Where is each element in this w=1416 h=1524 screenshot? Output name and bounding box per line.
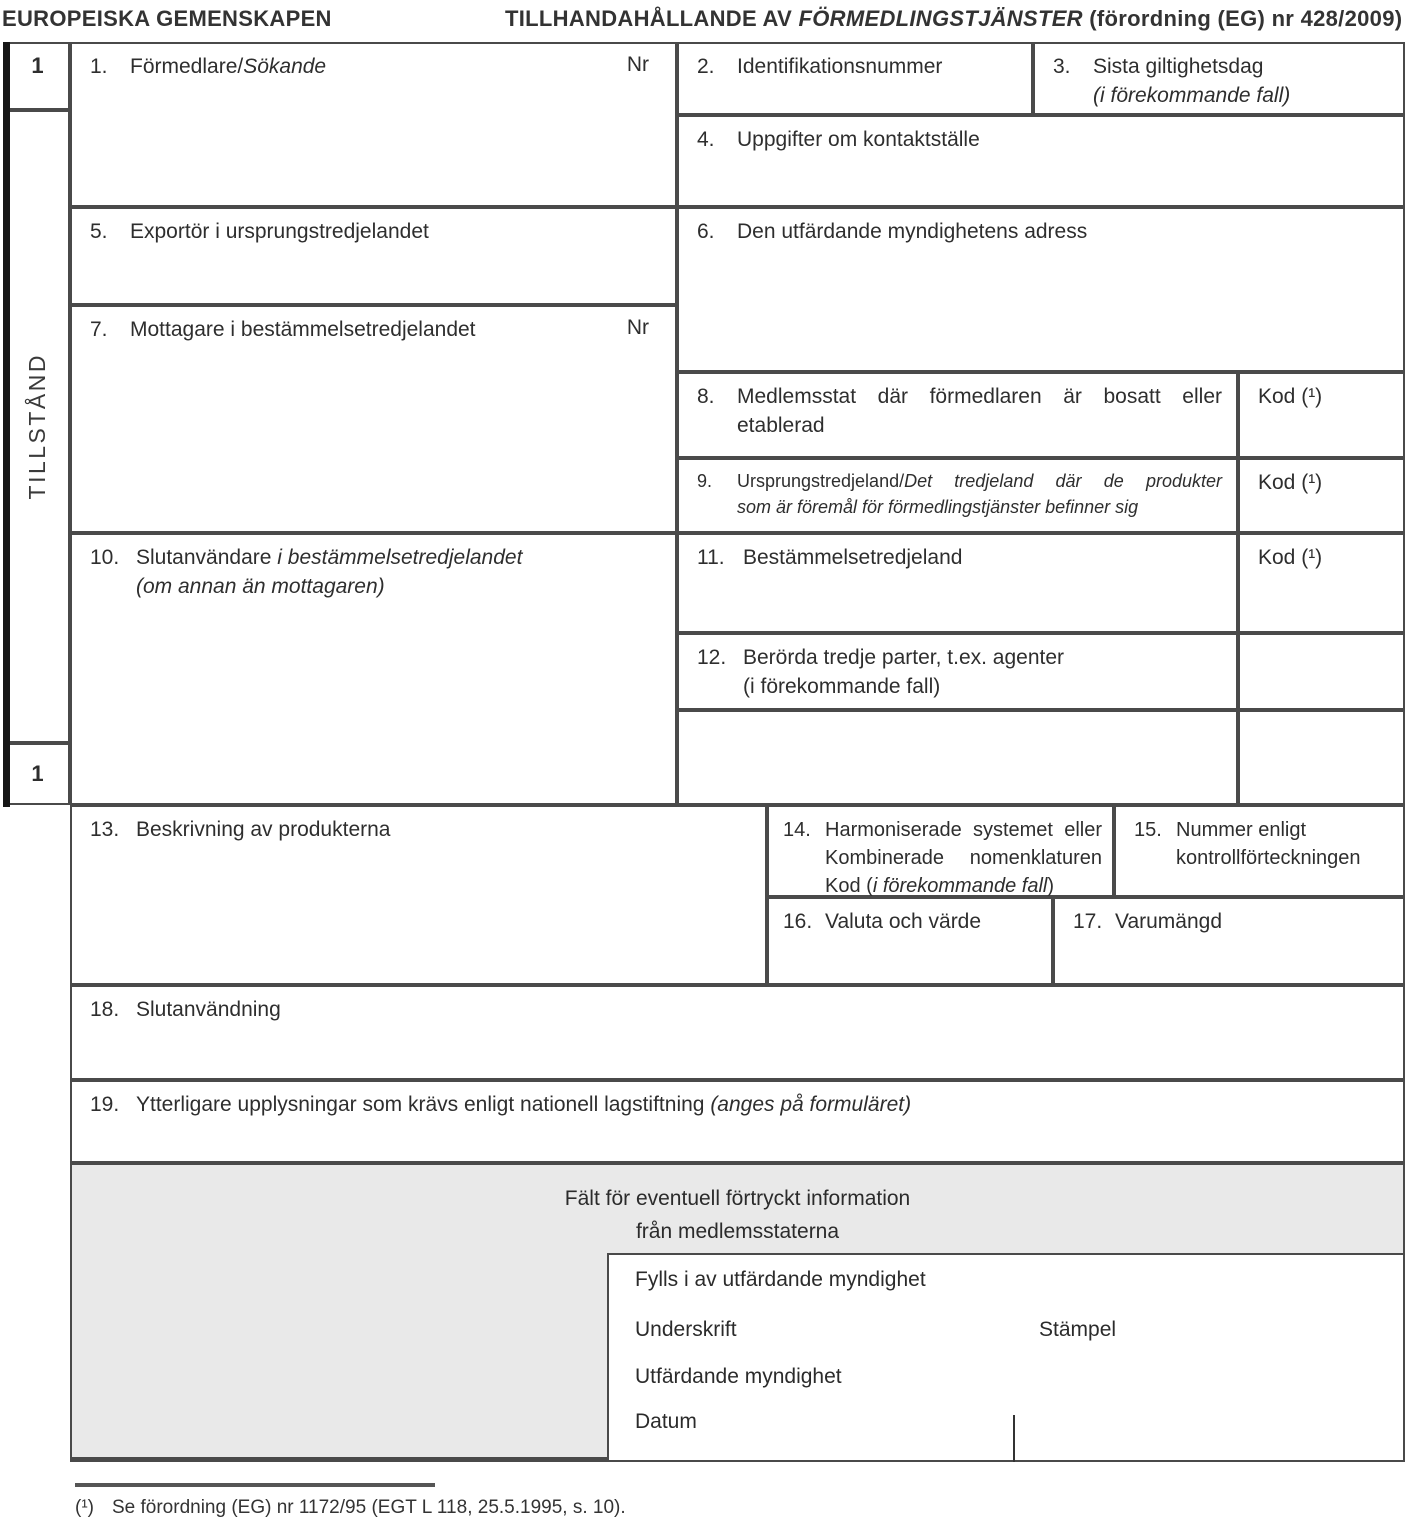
tick-mark <box>1013 1415 1015 1462</box>
field-18-label: 18. Slutanvändning <box>90 998 281 1021</box>
strip-left-border <box>3 42 10 807</box>
field-12-right-empty-cell <box>1238 633 1405 710</box>
copy-number-bottom: 1 <box>31 761 44 786</box>
form-title-pre: TILLHANDAHÅLLANDE AV <box>505 6 799 31</box>
field-15-label: 15. Nummer enligt kontrollförteckningen <box>1134 819 1361 869</box>
field-16-cell <box>767 897 1053 985</box>
footnote-marker: (¹) <box>75 1497 94 1518</box>
tillstand-label: TILLSTÅND <box>24 353 50 500</box>
community-title: EUROPEISKA GEMENSKAPEN <box>2 6 332 31</box>
field-4-label: 4. Uppgifter om kontaktställe <box>697 128 980 151</box>
field-8-label: 8. Medlemsstat där förmedlaren är bosatt eller etablerad <box>697 385 1222 437</box>
copy-number-bottom-cell <box>5 743 70 805</box>
field-5-label: 5. Exportör i ursprungstredjelandet <box>90 220 429 243</box>
field-11-kod-label: Kod (¹) <box>1258 546 1323 569</box>
field-9-kod-label: Kod (¹) <box>1258 471 1323 494</box>
field-12-cell <box>677 633 1238 710</box>
tillstand-cell <box>5 110 70 743</box>
copy-number-top-cell <box>5 42 70 110</box>
field-8-cell <box>677 372 1238 458</box>
copy-number-top: 1 <box>31 53 44 78</box>
field-19-cell <box>70 1080 1405 1163</box>
field-8-kod-label: Kod (¹) <box>1258 385 1323 408</box>
field-8-kod-cell <box>1238 372 1405 458</box>
field-11-kod-cell <box>1238 533 1405 633</box>
form-title-italic: FÖRMEDLINGSTJÄNSTER <box>798 6 1083 31</box>
issuing-box-title: Fylls i av utfärdande myndighet <box>635 1268 926 1291</box>
empty-cell-right <box>1238 710 1405 805</box>
field-17-label: 17. Varumängd <box>1073 910 1223 933</box>
field-7-nr-label: Nr <box>626 316 649 339</box>
field-2-cell <box>677 42 1033 115</box>
field-12-label: 12. Berörda tredje parter, t.ex. agenter (i förekommande fall) <box>697 646 1065 698</box>
field-16-label: 16. Valuta och värde <box>783 910 982 933</box>
field-10-cell <box>70 533 677 805</box>
date-label: Datum <box>635 1410 697 1433</box>
field-1-nr-label: Nr <box>626 53 649 76</box>
field-9-label: 9. Ursprungstredjeland/Det tredjeland där de produkter som är föremål för förmedlingstjänster befinner sig <box>697 471 1222 517</box>
field-3-cell <box>1033 42 1405 115</box>
issuing-authority-label: Utfärdande myndighet <box>635 1365 842 1388</box>
footnote <box>75 1497 626 1519</box>
field-6-cell <box>677 207 1405 372</box>
signature-label: Underskrift <box>635 1318 737 1341</box>
field-3-label: 3. Sista giltighetsdag (i förekommande fall) <box>1053 55 1291 107</box>
field-11-cell <box>677 533 1238 633</box>
issuing-authority-box <box>607 1253 1405 1462</box>
field-17-cell <box>1053 897 1405 985</box>
field-9-cell <box>677 458 1238 533</box>
field-15-cell <box>1114 805 1405 897</box>
preprinted-info-label: Fält för eventuell förtryckt information från medlemsstaterna <box>564 1187 911 1243</box>
stamp-label: Stämpel <box>1039 1318 1117 1341</box>
field-5-cell <box>70 207 677 305</box>
field-9-kod-cell <box>1238 458 1405 533</box>
form-title <box>505 6 1402 32</box>
field-6-label: 6. Den utfärdande myndighetens adress <box>697 220 1088 243</box>
field-13-label: 13. Beskrivning av produkterna <box>90 818 391 841</box>
field-13-cell <box>70 805 767 985</box>
field-4-cell <box>677 115 1405 207</box>
field-19-label: 19. Ytterligare upplysningar som krävs enligt nationell lagstiftning (anges på formuläret) <box>90 1093 912 1116</box>
field-7-label: 7. Mottagare i bestämmelsetredjelandet <box>90 318 476 341</box>
field-18-cell <box>70 985 1405 1080</box>
form-title-post: (förordning (EG) nr 428/2009) <box>1082 6 1403 31</box>
footnote-rule <box>75 1483 435 1487</box>
field-14-cell <box>767 805 1114 897</box>
field-7-cell <box>70 305 677 533</box>
field-2-label: 2. Identifikationsnummer <box>697 55 943 78</box>
field-1-cell <box>70 42 677 207</box>
field-11-label: 11. Bestämmelsetredjeland <box>697 546 963 569</box>
field-14-label: 14. Harmoniserade systemet eller Kombinerade nomenklaturen Kod (i förekommande fall) <box>783 819 1102 897</box>
field-1-label: 1. Förmedlare/Sökande <box>90 55 327 78</box>
empty-cell-left <box>677 710 1238 805</box>
field-10-label: 10. Slutanvändare i bestämmelsetredjelandet (om annan än mottagaren) <box>90 546 523 598</box>
footnote-text: Se förordning (EG) nr 1172/95 (EGT L 118, 25.5.1995, s. 10). <box>111 1497 626 1518</box>
